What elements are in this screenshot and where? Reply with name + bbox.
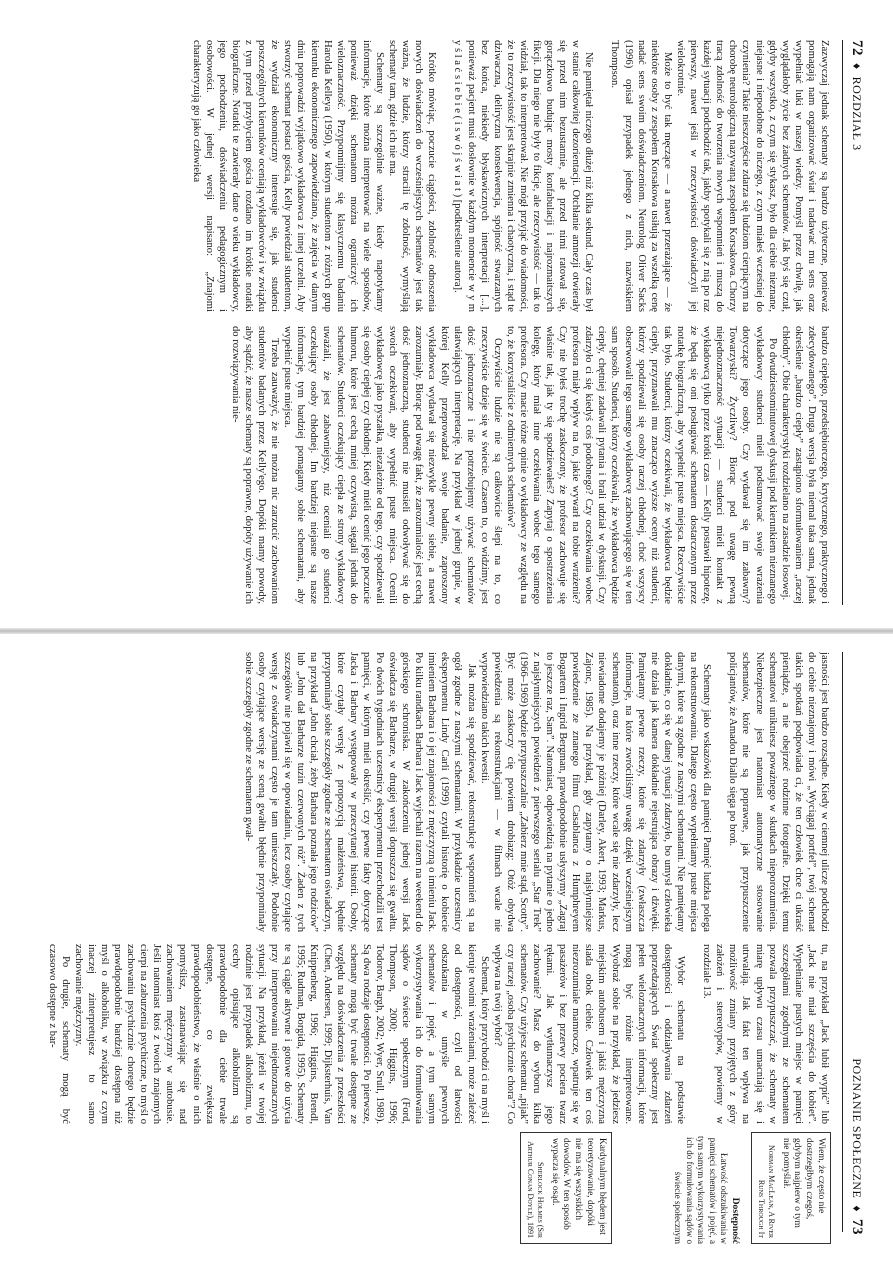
quote-text-2: Kardynalnym błędem jest teoretyzowanie, dopóki nie ma się wszystkich dowodów. W ten sposób wypacza się osąd.	[549, 1138, 607, 1235]
paragraph: Schemat, który przychodzi ci na myśl i kieruje twoimi wrażeniami, może zależeć od dostępności, czyli od łatwości odszukania w umyśle pewnych schematów i pojęć, a tym samym wykorzystywania ich do formułowania sądów o świecie społecznym (Ford, Thompson, 2000; Higgins, 1996; Todorov, Bargh, 2002; Wyer, Srull, 1989). Są dwa rodzaje dostępności. Po pierwsze, schematy mogą być trwale dostępne ze względu na doświadczenia z przeszłości (Chen, Andersen, 1999; Dijksterhuis, Van Knippenberg, 1996; Higgins, Brendl, 1995; Rudman, Borgida, 1995). Schematy te są ciągle aktywne i gotowe do użycia przy interpretowaniu niejednoznacznych sytuacji. Na przykład, jeżeli w twojej rodzinie jest przypadek alkoholizmu, to cechy opisujące alkoholizm są prawdopodobnie dla ciebie trwale dostępne, co zwiększa prawdopodobieństwo, że właśnie o nich pomyślisz, zastanawiając się nad zachowaniem mężczyzny w autobusie. Jeśli natomiast ktoś z twoich znajomych cierpi na zaburzenia psychiczne, to myśl o zachowaniu psychicznie chorego będzie prawdopodobnie bardziej dostępna niż myśl o alkoholiku, w związku z czym inaczej zinterpretujesz to samo zachowanie mężczyzny.	[72, 944, 490, 1124]
left-column-b	[24, 326, 831, 604]
paragraph: Może to być tak męczące — a nawet przerażające — że niektóre osoby z zespołem Korsakowa usiłują za wszelką cenę nadać sens swoim doświadczeniom. Neurolog Oliver Sacks (1996) opisał przypadek jednego z nich, nazwiskiem Thompson.	[609, 40, 673, 312]
paragraph: Po drugie, schematy mogą być czasowo dostępne z bar-	[46, 944, 71, 1124]
margin-sidebar	[510, 1132, 831, 1244]
left-chapter-title: ROZDZIAŁ 3	[850, 76, 864, 151]
left-page-number: 72	[849, 40, 865, 56]
glossary-term: Dostępność	[729, 1197, 741, 1244]
right-page	[0, 632, 893, 1263]
quote-box-2	[520, 1132, 612, 1244]
glossary-definition: Łatwość odszukiwania w pamięci schematów i pojęć, a tym samym wykorzystywania ich do formułowania sądów o świecie społecznym	[673, 1136, 730, 1244]
right-running-head: POZNANIE SPOŁECZNE ♦ 73	[849, 1058, 865, 1235]
paragraph: Zazwyczaj jednak schematy są bardzo użyteczne, ponieważ pomagają nam organizować świat i nadawać mu sens oraz wypełniać luki w naszej wiedzy. Pomyśl przez chwilę, jak wyglądałoby życie bez żadnych schematów. Jak byś się czuł, gdyby wszystko, z czym się stykasz, było dla ciebie nieznane, niejasne i niepodobne do niczego, z czym miałeś wcześniej do czynienia? Takie nieszczęście zdarza się ludziom cierpiącym na chorobę neurologiczną nazywaną zespołem Korsakowa. Chorzy tracą zdolność do tworzenia nowych wspomnień i muszą do każdej sytuacji podchodzić tak, jakby spotykali się z nią po raz pierwszy, nawet jeśli w rzeczywistości doświadczyli jej wielokrotnie.	[674, 40, 830, 312]
left-running-head: 72 ♦ ROZDZIAŁ 3	[849, 40, 865, 151]
section-paragraph: Schematy jako wskazówki dla pamięci Pamięć ludzka polega na rekonstruowaniu. Dlatego często wypełniamy puste miejsca danymi, które są zgodne z naszymi schematami. Nie pamiętamy dokładnie, co się w danej sytuacji zdarzyło, bo umysł człowieka nie działa jak kamera dokładnie rejestrująca obrazy i dźwięki. Pamiętamy pewne rzeczy, które się zdarzyły (zwłaszcza informacje, na które zwróciliśmy uwagę dzięki wcześniejszym schematom), oraz inne rzeczy, które wcale się nie zdarzyły, lecz niewiadome dodajemy je później (Darley, Akert, 1993; Markus, Zajonc, 1985). Na przykład, gdy zapytamy o najsłynniejsze powiedzenie ze znanego filmu Casablanca z Humphreyem Bogartem i Ingrid Bergman, prawdopodobnie usłyszymy „Zagraj to jeszcze raz, Sam”. Natomiast, odpowiedzią na pytanie o jedno z najsłynniejszych powiedzeń z pierwszego serialu „Star Trek” (1966–1969) będzie przypuszczalnie „Zabierz mnie stąd, Scotty”. Być może zaskoczy cię powiem drobiazg: Otóż obydwa powiedzenia są rekonstrukcjami — w filmach wcale nie wypowiedziano takich kwestii.	[478, 652, 713, 932]
left-column-a	[24, 40, 831, 312]
paragraph: tu, na przykład „Jack lubił wypić” lub „Jack nie miał szczęścia do kobiet”. Wypełnianie pustych miejsc w pamięci szczegółami zgodnymi ze schematem pozwala przypuszczać, że schematy w miarę upływu czasu umacniają się i utrwalają. Jak fakt ten wpływa na możliwość zmiany przyjętych z góry założeń i stereotypów, powiemy w rozdziale 13.	[701, 944, 830, 1124]
right-column-a	[24, 652, 831, 932]
paragraph: bardzo ciepłego, przedsiębiorczego, krytycznego, praktycznego i zdecydowanego”. Druga wersja była niemal taka sama, jednak określenie „bardzo ciepły” zastąpiono sformułowaniem „raczej chłodny”. Obie charakterystyki rozdzielano na zasadzie losowej.	[779, 326, 830, 604]
right-column-b	[24, 944, 831, 1124]
section-paragraph: Wybór schematu na podstawie dostępności i oddziaływania zdarzeń poprzedzających Świat społeczny jest pełen wieloznacznych informacji, które mogą być różnie interpretowane. Wyobraź sobie na przykład, że jedziesz miejskim autobusem i jakiś mężczyzna siada obok ciebie. Człowiek ten coś niezrozumiale mamrocze, wpatruje się w pasażerów i bez przerwy pociera twarz rękami. Jak wytłumaczysz jego zachowanie? Masz do wyboru kilka schematów. Czy użyjesz schematu „pijak” czy raczej „osoba psychicznie chora”? Co wpływa na twój wybór?	[491, 944, 687, 1124]
quote-attribution: Norman MacLean, A River Runs Through It	[756, 1144, 776, 1238]
paragraph: Oczywiście ludzie nie są całkowicie ślepi na to, co rzeczywiście dzieje się w świecie. Czasem to, co widzimy, jest dość jednoznaczne i nie potrzebujemy używać schematów ułatwiających interpretację. Na przykład w jednej grupie, w której Kelly przeprowadzał swoje badanie, zaproszony wykładowca wydawał się niezwykle pewny siebie, a nawet zarozumiały. Biorąc pod uwagę fakt, że zarozumialość jest cechą dość jednoznaczną, studenci nie musieli odwoływać się do swoich oczekiwań, aby wypełnić puste miejsca. Ocenili wykładowcę jako pyszałka, niezależnie od tego, czy spodziewali się osoby ciepłej czy chłodnej. Kiedy mieli ocenić jego poczucie humoru, które jest cechą mniej oczywistą, sięgali jednak do schematów. Studenci oczekujący ciepła ze strony wykładowcy uważali, że jest zabawniejszy, niż oceniali go studenci oczekujący osoby chłodnej. Im bardziej niejasne są nasze informacje, tym bardziej pomagamy sobie schematami, aby wypełnić puste miejsca.	[282, 326, 503, 604]
quote-attribution-2: Sherlock Holmes (Sir Arthur Conan Doyle), 1891	[525, 1141, 545, 1238]
left-header-rule	[842, 40, 843, 605]
right-chapter-title: POZNANIE SPOŁECZNE	[850, 1058, 864, 1199]
block-quote: Nie pamiętał niczego dłużej niż kilka sekund. Cały czas był w stanie całkowitej dezorientacji. Otchłanie amnezji otwierały się przed nim bezustannie, ale przed nimi ratował się, gorączkowo budując mosty konfabulacji i najrozmaitszych fikcji. Dla niego nie były to fikcje, ale rzeczywistość — tak to widział, tak to interpretował. Nie mógł przyjąć do wiadomości, że to rzeczywistość jest skrajnie zmienna i chaotyczna, i stąd te dziwaczna, delirycznа konsekwencja, spójność stwarzanych bez końca, niekiedy błyskawicznych interpretacji [...], ponieważ pacjent musi dosłownie w każdym momencie w y m y ś l a ć s i e b i e ( i s w ó j ś w i a t ) [podkreślenie autora].	[452, 40, 595, 312]
paragraph: jasności jest bardzo rozsądne. Kiedy w ciemnej ulicze podchodzi do ciebie nieznajomy i mówi „Wyciągaj portfel”, twój schemat takich spotkań podpowiada ci, że ten człowiek chce ci ukraść pieniądze, a nie obejrzeć rodzinne fotografie. Dzięki temu schematowi unikniesz poważnego w skutkach nieporozumienia. Niebezpieczne jest natomiast automatyczne stosowanie schematów, które nie są poprawne, jak przypuszczenie policjantów, że Amadou Diallo sięga po broń.	[727, 652, 830, 932]
paragraph: Jak można się spodziewać, rekonstrukcje wspomnień są na ogół zgodne z naszymi schematami. W przykładzie uczestnicy eksperymentu Lindy Carli (1999) czytali historię o kobiecie imieniem Barbara i o jej znajomości z mężczyzną o imieniu Jack. Po kilku randkach Barbara i Jack wyjechali razem na weekend do górskiego schroniska. W zakończeniu jednej wersji Jack oświadcza się Barbarze, w drugiej wersji dopuszcza się gwałtu. Po dwóch tygodniach uczestnicy eksperymentu przechodzili test pamięci, w którym mieli określić, czy pewne fakty dotyczące Jacka i Barbary występowały w przeczytanej historii. Osoby, które czytały wersję z propozycją małżeństwa, błędnie przypominały sobie szczegóły zgodne ze schematem oświadczyn, na przykład „John chciał, żeby Barbara poznała jego rodziców” lub „John dał Barbarze tuzin czerwonych róż”. Żaden z tych szczegółów nie pojawił się w opowiadaniu, lecz osoby czytające wersję z oświadczynami często je tam umieszczały. Podobnie osoby czytające wersję ze sceną gwałtu błędnie przypominały sobie szczegóły zgodne ze schematem gwał-	[242, 652, 477, 932]
right-page-number: 73	[849, 1219, 865, 1235]
quote-text: Wiem, że często nie dostrzegłbym czegoś, gdybym najpierw o tym nie pomyślał.	[780, 1138, 826, 1228]
right-header-rule	[842, 652, 843, 1232]
paragraph: Trzeba zauważyć, że nie można nic zarzucić zachowaniom studentów badanych przez Kelly'ego. Dopóki mamy powody, aby sądzić, że nasze schematy są poprawne, dopóty używanie ich do rozwiązywania nie-	[229, 326, 281, 604]
glossary-note	[672, 1132, 741, 1244]
paragraph: Schematy są szczególnie ważne, kiedy napotykamy informacje, które można interpretować na wiele sposobów, ponieważ dzięki schematom można ograniczyć ich wieloznaczność. Przypomnijmy się klasycznemu badaniu Harolda Kelleya (1950), w którym studentom z różnych grup kierunku ekonomicznego zapowiedziano, że zajęcia w danym dniu poprowadzi wyjątkowo wykładowca z innej uczelni. Aby stworzyć schemat postaci gościa, Kelly powiedział studentom, że wydział ekonomiczny interesuje się, jak studenci poszczególnych kierunków oceniają wykładowców i w związku z tym przed przybyciem gościa rozdano im krótkie notatki biograficzne. Notatki te zawierały dane o wieku wykładowcy, jego pochodzeniu, doświadczeniu pedagogicznym i osobowości. W jednej wersji napisano: „Znajomi charakteryzują go jako człowieka	[190, 40, 385, 312]
left-page	[0, 0, 893, 631]
quote-box	[751, 1132, 831, 1244]
paragraph: Krótko mówiąc, poczucie ciągłości, zdolność odnoszenia nowych doświadczeń do wcześniejszych schematów jest tak ważna, że ludzie, którzy stracili tę zdolność, wymyślają schematy tam, gdzie ich nie ma.	[387, 40, 438, 312]
paragraph: Po dwudziestominutowej dyskusji pod kierunkiem nieznanego wykładowcy studenci mieli podsumować swoje wrażenia dotyczące jego osoby. Czy wydawał się im zabawny? Towarzyski? Życzliwy? Biorąc pod uwagę pewną niejednoznaczność sytuacji — studenci mieli kontakt z wykładowcą tylko przez krótki czas — Kelly postawił hipotezę, że będą się oni posługiwać schematem dostarczonym przez notatkę biograficzną, aby wypełnić puste miejsca. Rzeczywiście tak było. Studenci, którzy oczekiwali, że wykładowca będzie ciepły, przyznawali mu znacząco wyższe oceny niż studenci, którzy spodziewali się osoby raczej chłodnej, choć wszyscy obserwowali tego samego wykładowcę zachowującego się w ten sam sposób. Studenci, którzy oczekiwali, że wykładowca będzie ciepły, chętniej zadawali pytania i brali udział w dyskusji. Czy zdarzyło ci się kiedyś coś podobnego? Czy oczekiwania wobec profesora miały wpływ na to, jakie wywarł na tobie wrażenie? Czy nie byłeś trochę zaskoczony, że profesor zachowuje się właśnie tak, jak ty się spodziewałeś? Zapytaj o spostrzeżenia kolegę, który miał inne oczekiwania wobec tego samego profesora. Czy macie różne opinie o wykładowcy ze względu na to, że korzystaliście z odmiennych schematów?	[504, 326, 778, 604]
